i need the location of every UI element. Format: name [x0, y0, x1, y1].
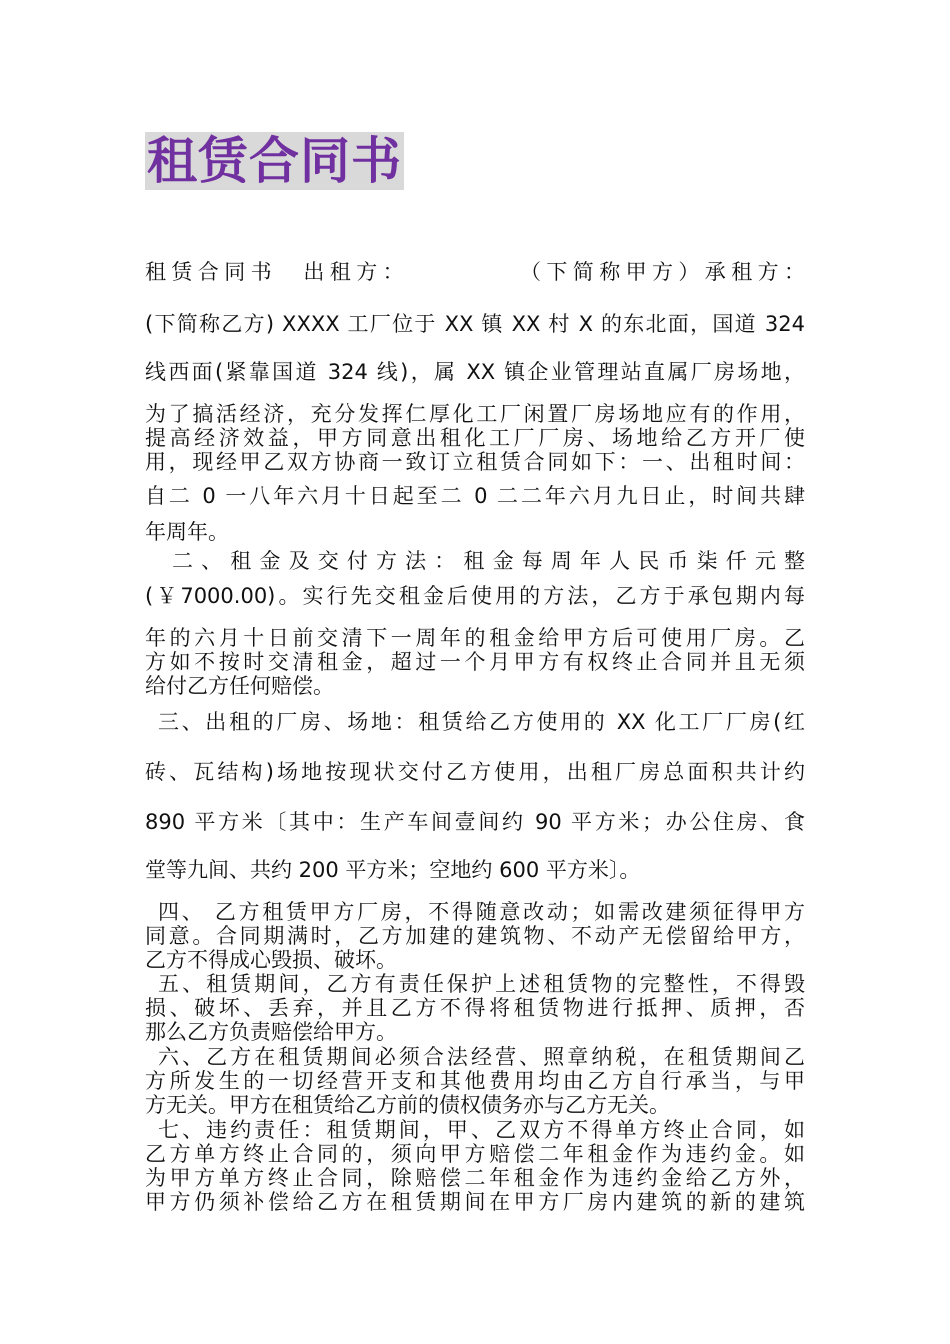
text-line: 提高经济效益，甲方同意出租化工厂厂房、场地给乙方开厂使 — [145, 426, 805, 450]
text-line: 用，现经甲乙双方协商一致订立租赁合同如下：一、出租时间： — [145, 450, 805, 474]
text-line: 租赁合同书 出租方： （下简称甲方）承租方： — [145, 260, 805, 284]
text-line: 年的六月十日前交清下一周年的租金给甲方后可使用厂房。乙 — [145, 626, 805, 650]
text-line: 自二 0 一八年六月十日起至二 0 二二年六月九日止，时间共肆 — [145, 484, 805, 508]
text-line: (￥7000.00)。实行先交租金后使用的方法，乙方于承包期内每 — [145, 584, 805, 608]
text-line: 甲方仍须补偿给乙方在租赁期间在甲方厂房内建筑的新的建筑 — [145, 1190, 805, 1214]
text-line: 四、 乙方租赁甲方厂房，不得随意改动；如需改建须征得甲方 — [158, 900, 805, 924]
text-line: 二、租金及交付方法：租金每周年人民币柒仟元整 — [172, 549, 805, 573]
text-line: 那么乙方负责赔偿给甲方。 — [145, 1020, 397, 1044]
text-line: 乙方单方终止合同的，须向甲方赔偿二年租金作为违约金。如 — [145, 1142, 805, 1166]
text-line: 六、乙方在租赁期间必须合法经营、照章纳税，在租赁期间乙 — [158, 1045, 805, 1069]
text-line: 乙方不得成心毁损、破坏。 — [145, 948, 397, 972]
text-line: 方无关。甲方在租赁给乙方前的债权债务亦与乙方无关。 — [145, 1093, 670, 1117]
text-line: 损、破坏、丢弃，并且乙方不得将租赁物进行抵押、质押，否 — [145, 996, 805, 1020]
text-line: 为甲方单方终止合同，除赔偿二年租金作为违约金给乙方外， — [145, 1166, 805, 1190]
text-line: 七、违约责任：租赁期间，甲、乙双方不得单方终止合同，如 — [158, 1118, 805, 1142]
text-line: 年周年。 — [145, 520, 229, 544]
text-line: 同意。合同期满时，乙方加建的建筑物、不动产无偿留给甲方， — [145, 924, 805, 948]
text-line: (下简称乙方) XXXX 工厂位于 XX 镇 XX 村 X 的东北面，国道 324 — [145, 312, 805, 336]
text-line: 方所发生的一切经营开支和其他费用均由乙方自行承当，与甲 — [145, 1069, 805, 1093]
text-line: 五、租赁期间，乙方有责任保护上述租赁物的完整性，不得毁 — [158, 972, 805, 996]
text-line: 堂等九间、共约 200 平方米；空地约 600 平方米〕。 — [145, 858, 641, 882]
text-line: 三、出租的厂房、场地：租赁给乙方使用的 XX 化工厂厂房(红 — [158, 710, 805, 734]
text-line: 给付乙方任何赔偿。 — [145, 674, 334, 698]
text-line: 为了搞活经济，充分发挥仁厚化工厂闲置厂房场地应有的作用， — [145, 402, 805, 426]
text-line: 方如不按时交清租金，超过一个月甲方有权终止合同并且无须 — [145, 650, 805, 674]
text-line: 线西面(紧靠国道 324 线)，属 XX 镇企业管理站直属厂房场地， — [145, 360, 805, 384]
document-title: 租赁合同书 — [147, 132, 402, 190]
text-line: 砖、瓦结构)场地按现状交付乙方使用，出租厂房总面积共计约 — [145, 760, 805, 784]
text-line: 890 平方米〔其中：生产车间壹间约 90 平方米；办公住房、食 — [145, 810, 805, 834]
